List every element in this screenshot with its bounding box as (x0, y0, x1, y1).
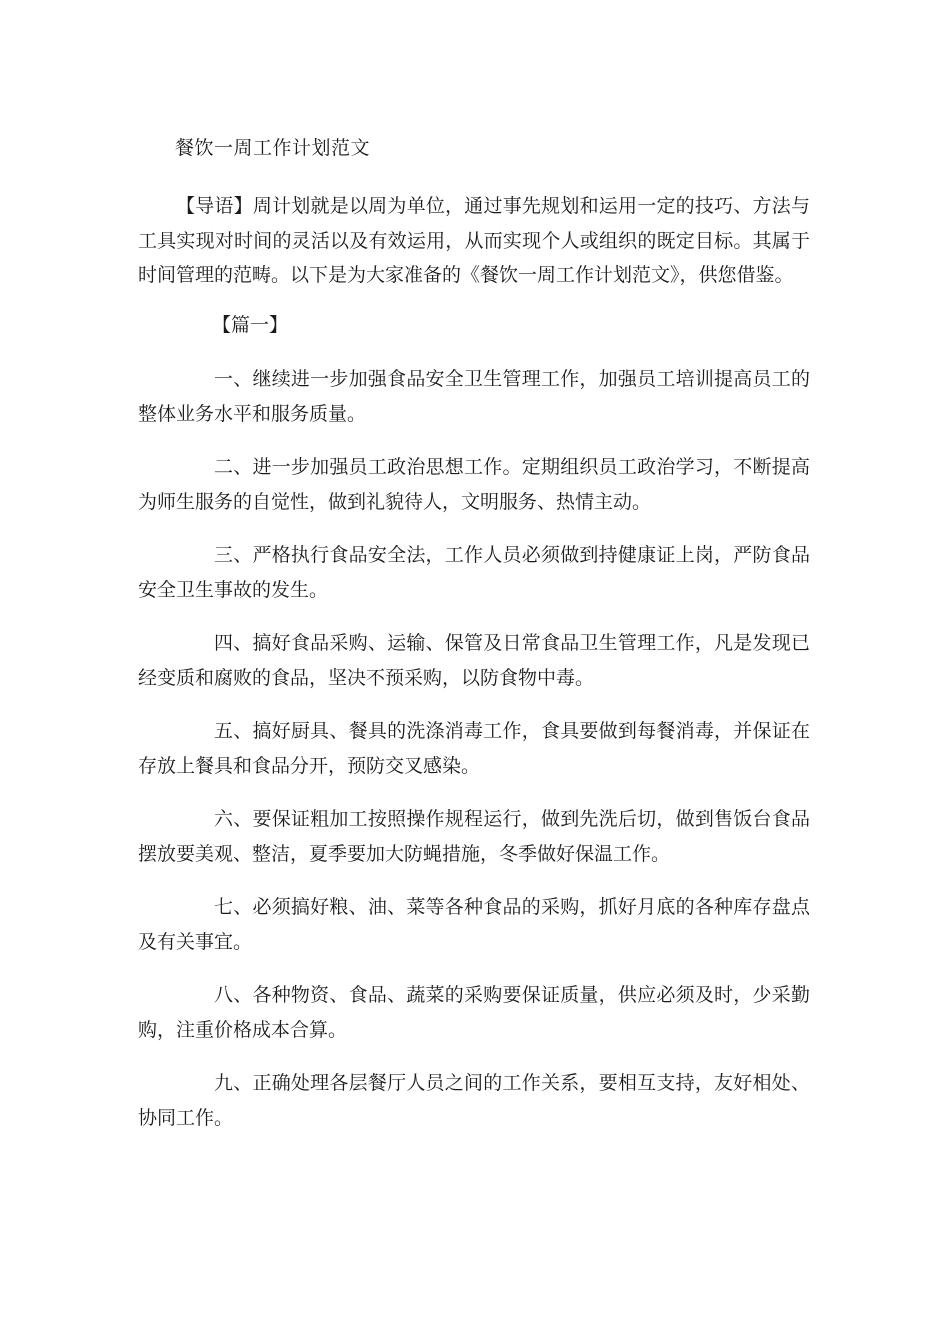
document-title: 餐饮一周工作计划范文 (175, 137, 371, 159)
plan-item-7: 七、必须搞好粮、油、菜等各种食品的采购，抓好月底的各种库存盘点及有关事宜。 (138, 896, 810, 953)
plan-item-6: 六、要保证粗加工按照操作规程运行，做到先洗后切，做到售饭台食品摆放要美观、整洁，夏季要加大防蝇措施，冬季做好保温工作。 (138, 808, 810, 865)
plan-item-5: 五、搞好厨具、餐具的洗涤消毒工作，食具要做到每餐消毒，并保证在存放上餐具和食品分开，预防交叉感染。 (138, 720, 810, 777)
intro-paragraph: 【导语】周计划就是以周为单位，通过事先规划和运用一定的技巧、方法与工具实现对时间的灵活以及有效运用，从而实现个人或组织的既定目标。其属于时间管理的范畴。以下是为大家准备的《餐饮一周工作计划范文》，供您借鉴。 (138, 195, 810, 286)
plan-item-9: 九、正确处理各层餐厅人员之间的工作关系，要相互支持，友好相处、协同工作。 (138, 1072, 810, 1129)
plan-item-1: 一、继续进一步加强食品安全卫生管理工作，加强员工培训提高员工的整体业务水平和服务质量。 (138, 368, 810, 425)
plan-item-8: 八、各种物资、食品、蔬菜的采购要保证质量，供应必须及时，少采勤购，注重价格成本合算。 (138, 984, 810, 1041)
section-heading: 【篇一】 (212, 314, 289, 336)
plan-item-4: 四、搞好食品采购、运输、保管及日常食品卫生管理工作，凡是发现已经变质和腐败的食品，坚决不预采购，以防食物中毒。 (138, 632, 810, 689)
plan-item-2: 二、进一步加强员工政治思想工作。定期组织员工政治学习，不断提高为师生服务的自觉性，做到礼貌待人，文明服务、热情主动。 (138, 456, 810, 513)
plan-item-3: 三、严格执行食品安全法，工作人员必须做到持健康证上岗，严防食品安全卫生事故的发生。 (138, 544, 810, 601)
